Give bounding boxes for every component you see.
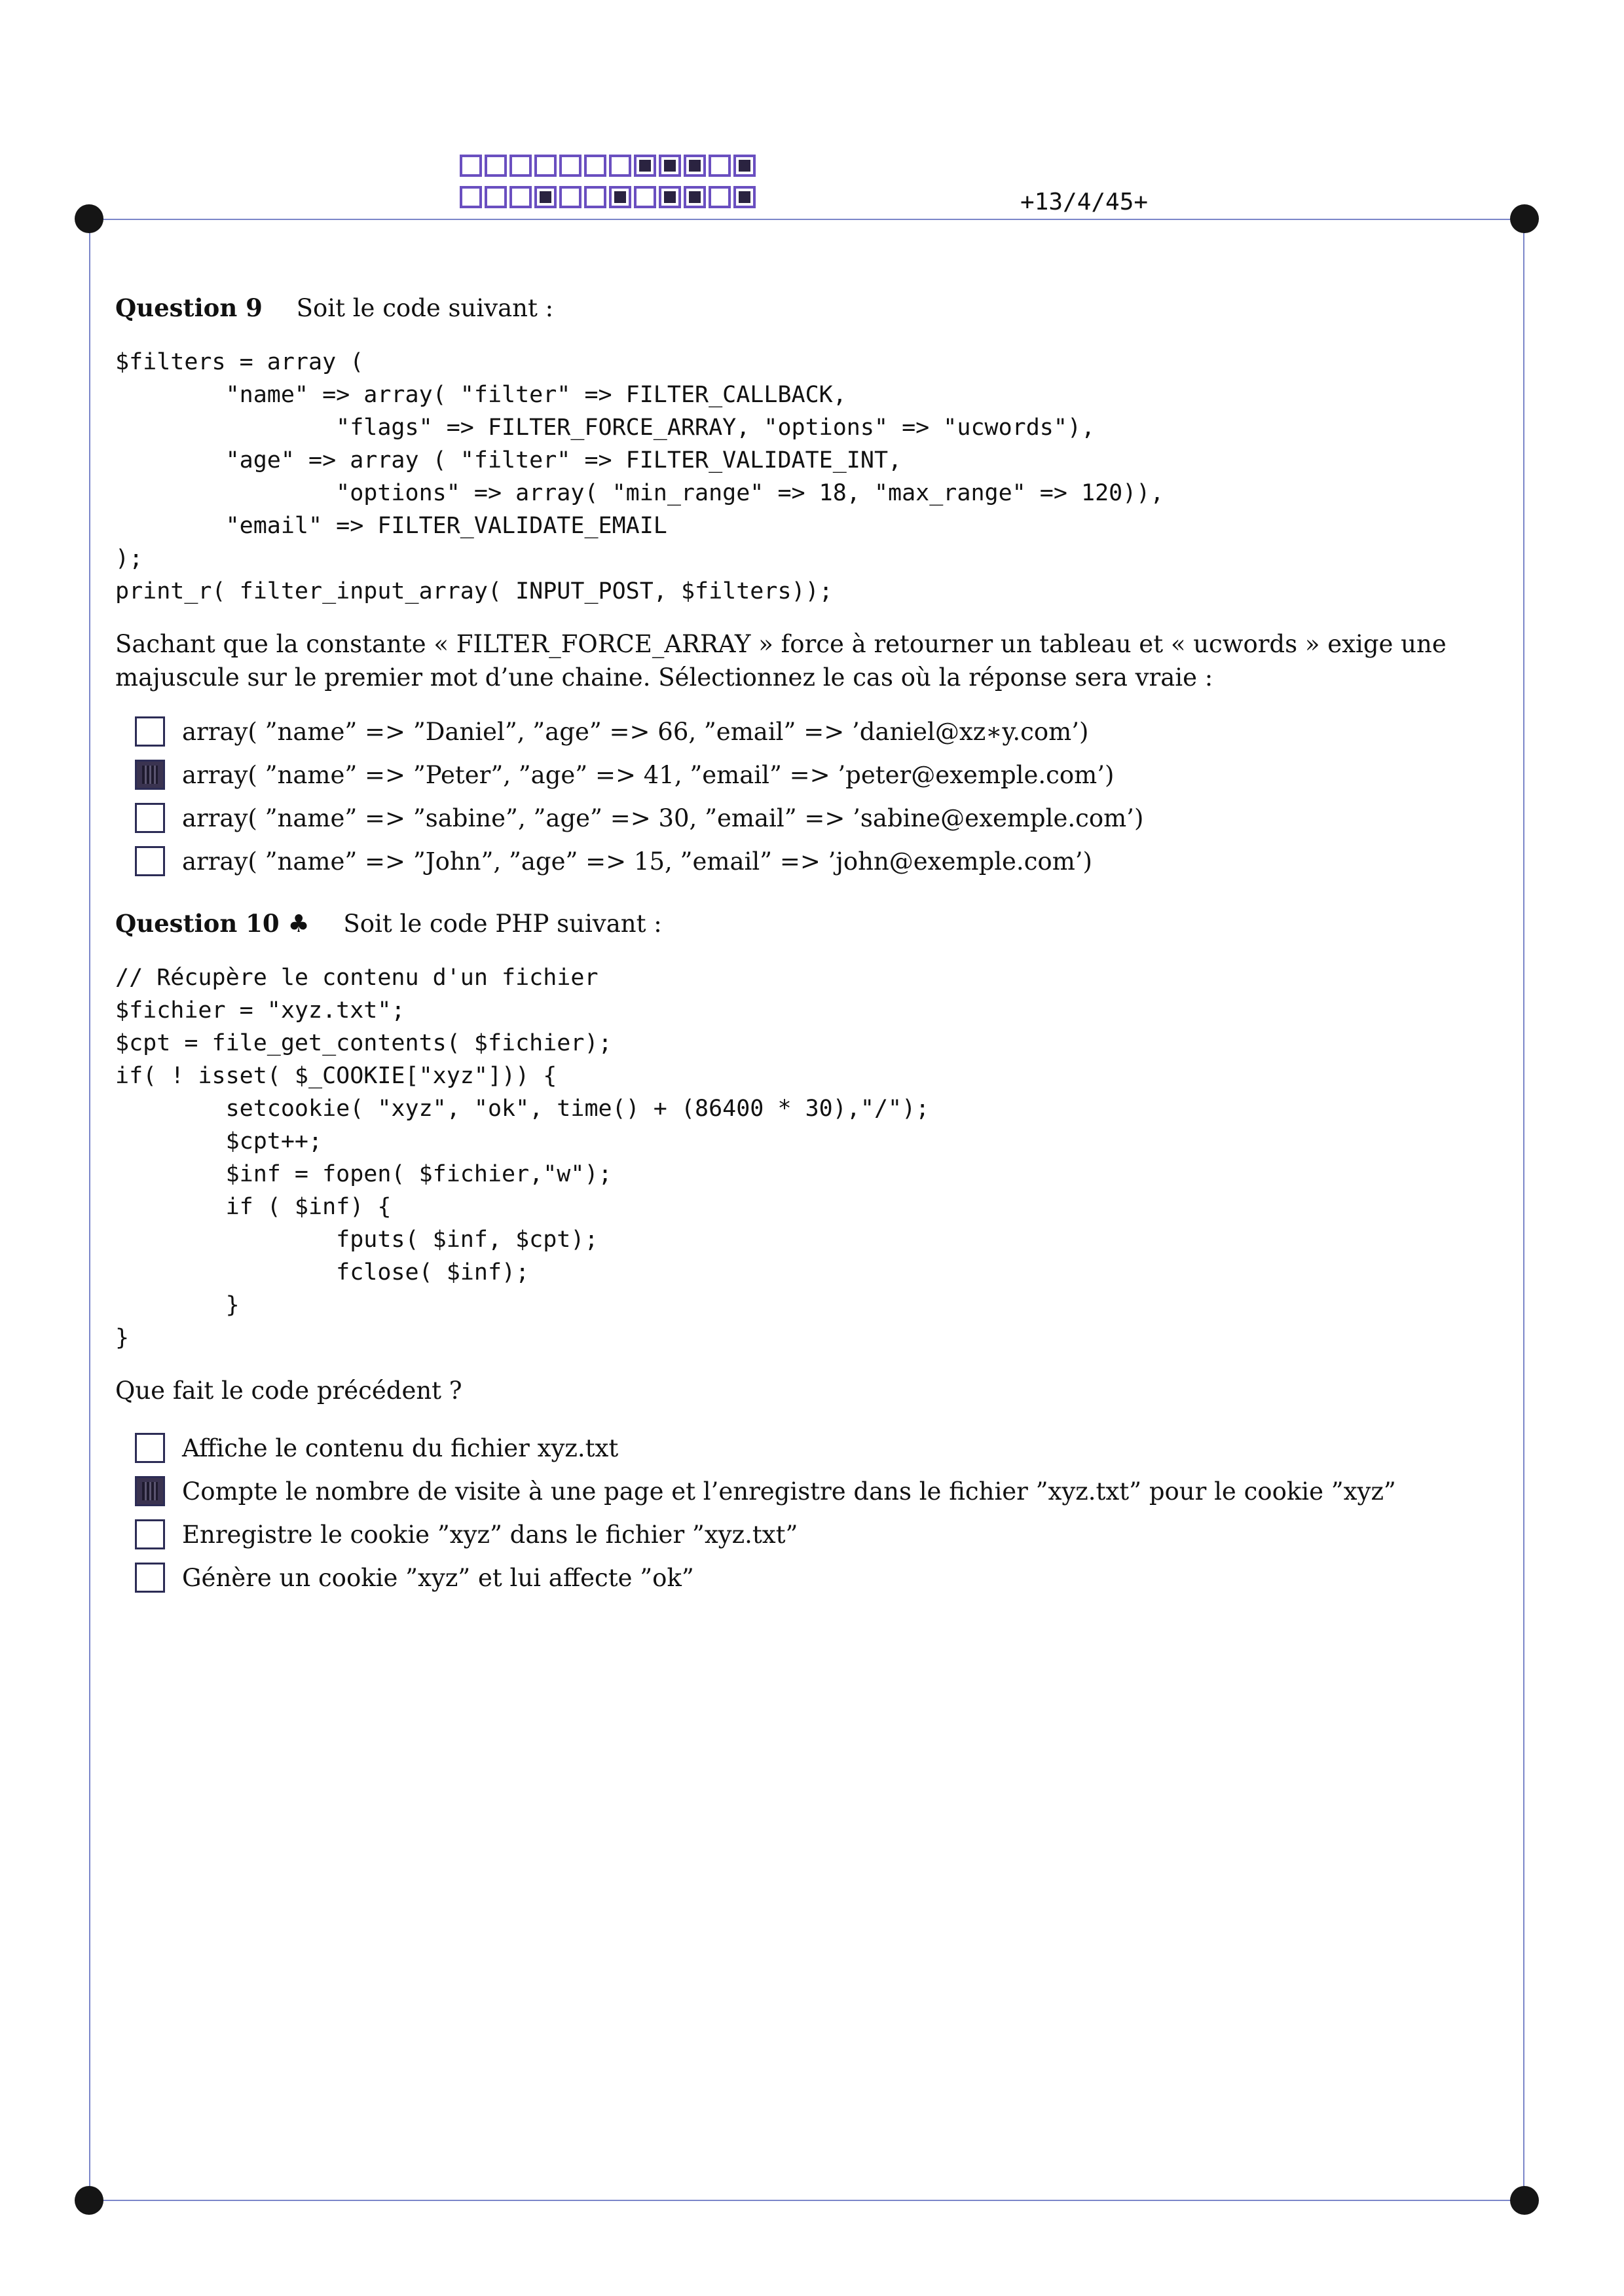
q10-option-4[interactable] [135, 1563, 694, 1593]
checkbox[interactable] [135, 1563, 165, 1593]
code-cell-filled [659, 186, 681, 208]
checkbox-checked[interactable] [135, 1476, 165, 1506]
q10-option-3[interactable] [135, 1519, 798, 1549]
option-label: Enregistre le cookie ”xyz” dans le fichier ”xyz.txt” [182, 1520, 798, 1549]
code-cell-filled [634, 155, 656, 177]
checkbox[interactable] [135, 1519, 165, 1549]
option-label: array( ”name” => ”Daniel”, ”age” => 66, ”email” => ’daniel@xz∗y.com’) [182, 717, 1089, 746]
binary-code-row-2 [460, 186, 758, 208]
code-cell-empty [460, 186, 482, 208]
code-cell-empty [559, 186, 581, 208]
question-10-text: Que fait le code précédent ? [115, 1377, 462, 1405]
code-cell-empty [460, 155, 482, 177]
q10-option-2[interactable] [135, 1476, 1396, 1506]
checkbox-checked[interactable] [135, 760, 165, 790]
checkbox[interactable] [135, 1433, 165, 1463]
code-cell-empty [485, 186, 507, 208]
code-cell-empty [559, 155, 581, 177]
q9-option-4[interactable] [135, 846, 1092, 876]
q9-option-2[interactable] [135, 760, 1114, 790]
code-cell-empty [584, 186, 606, 208]
code-cell-filled [733, 186, 756, 208]
corner-mark-top-left [75, 204, 103, 233]
checkbox[interactable] [135, 846, 165, 876]
question-10-prompt: Soit le code PHP suivant : [343, 910, 662, 938]
code-cell-empty [709, 155, 731, 177]
question-9-text: Sachant que la constante « FILTER_FORCE_ARRAY » force à retourner un tableau et « ucwords » exige une majuscule sur le premier mot d’une chaine. Sélectionnez le cas où la réponse sera vraie : [115, 630, 1447, 692]
code-cell-empty [609, 155, 631, 177]
code-cell-empty [584, 155, 606, 177]
corner-mark-bottom-left [75, 2186, 103, 2215]
option-label: Génère un cookie ”xyz” et lui affecte ”ok” [182, 1563, 694, 1592]
binary-code-row-1 [460, 155, 758, 177]
question-10-header [115, 909, 662, 938]
code-cell-filled [659, 155, 681, 177]
checkbox[interactable] [135, 803, 165, 833]
sheet-id: +13/4/45+ [1020, 189, 1149, 215]
option-label: Affiche le contenu du fichier xyz.txt [182, 1434, 619, 1462]
q9-option-1[interactable] [135, 716, 1088, 747]
question-10-label: Question 10 ♣ [115, 909, 310, 938]
checkbox[interactable] [135, 716, 165, 747]
option-label: array( ”name” => ”sabine”, ”age” => 30, ”email” => ’sabine@exemple.com’) [182, 804, 1144, 832]
question-10-code: // Récupère le contenu d'un fichier $fichier = "xyz.txt"; $cpt = file_get_contents( $fichier); if( ! isset( $_COOKIE["xyz"])) { setcookie( "xyz", "ok", time() + (86400 * 30),"/"); $cpt++; $inf = fopen( $fichier,"w"); if ( $inf) { fputs( $inf, $cpt); fclose( $inf); } } [115, 965, 930, 1351]
option-label: array( ”name” => ”Peter”, ”age” => 41, ”email” => ’peter@exemple.com’) [182, 760, 1115, 789]
code-cell-filled [684, 155, 706, 177]
code-cell-empty [509, 155, 532, 177]
question-9-prompt: Soit le code suivant : [296, 294, 554, 322]
code-cell-filled [684, 186, 706, 208]
code-cell-empty [485, 155, 507, 177]
option-label: Compte le nombre de visite à une page et l’enregistre dans le fichier ”xyz.txt” pour le cookie ”xyz” [182, 1477, 1396, 1506]
code-cell-empty [634, 186, 656, 208]
code-cell-filled [733, 155, 756, 177]
corner-mark-bottom-right [1510, 2186, 1539, 2215]
code-cell-filled [534, 186, 557, 208]
code-cell-empty [509, 186, 532, 208]
corner-mark-top-right [1510, 204, 1539, 233]
q10-option-1[interactable] [135, 1433, 618, 1463]
code-cell-empty [709, 186, 731, 208]
option-label: array( ”name” => ”John”, ”age” => 15, ”email” => ’john@exemple.com’) [182, 847, 1092, 876]
question-9-header [115, 293, 553, 322]
question-9-label: Question 9 [115, 293, 263, 322]
q9-option-3[interactable] [135, 803, 1143, 833]
question-9-code: $filters = array ( "name" => array( "filter" => FILTER_CALLBACK, "flags" => FILTER_FORCE_ARRAY, "options" => "ucwords"), "age" => array ( "filter" => FILTER_VALIDATE_INT, "options" => array( "min_range" => 18, "max_range" => 120)), "email" => FILTER_VALIDATE_EMAIL ); print_r( filter_input_array( INPUT_POST, $filters)); [115, 349, 1164, 604]
code-cell-empty [534, 155, 557, 177]
code-cell-filled [609, 186, 631, 208]
